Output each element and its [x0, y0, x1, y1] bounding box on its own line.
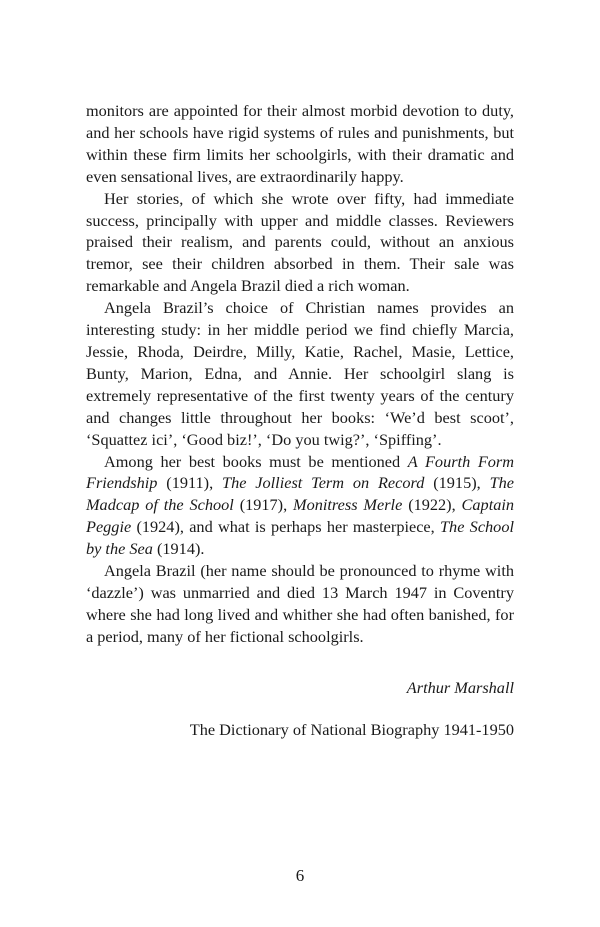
book-year: (1911), [166, 473, 214, 493]
paragraph-5: Angela Brazil (her name should be pronounced to rhyme with ‘dazzle’) was unmarried and died 13 March 1947 in Coventry where she had long lived and whither she had often banished, for a period, many of her fictional schoolgirls. [86, 561, 514, 646]
paragraph-3: Angela Brazil’s choice of Christian names provides an interesting study: in her middle period we find chiefly Marcia, Jessie, Rhoda, Deirdre, Milly, Katie, Rachel, Masie, Lettice, Bunty, Marion, Edna, and Annie. Her schoolgirl slang is extremely representative of the first twenty years of the century and changes little throughout her books: ‘We’d best scoot’, ‘Squattez ici’, ‘Good biz!’, ‘Do you twig?’, ‘Spiffing’. [86, 298, 514, 449]
paragraph-1: monitors are appointed for their almost morbid devotion to duty, and her schools have rigid systems of rules and punishments, but within these firm limits her schoolgirls, with their dramatic and even sensational lives, are extraordinarily happy. [86, 101, 514, 186]
book-title: Captain Peggie [86, 495, 515, 537]
book-title: A Fourth Form Friendship [86, 451, 514, 493]
books-intro: Among her best books must be mentioned [104, 451, 401, 471]
author-attribution: Arthur Marshall [406, 678, 514, 697]
book-year: (1917), [239, 495, 288, 515]
book-year: (1915), [433, 473, 481, 493]
paragraph-4 [86, 451, 514, 561]
book-year: (1922), [408, 495, 456, 515]
source-citation: The Dictionary of National Biography 1941-1950 [189, 720, 514, 739]
book-year: (1924), and what is perhaps her masterpiece, [136, 517, 435, 537]
book-title: The Jolliest Term on Record [222, 473, 425, 493]
book-title: The Madcap of the School [86, 473, 514, 515]
paragraph-2: Her stories, of which she wrote over fifty, had immediate success, principally with upper and middle classes. Reviewers praised their realism, and parents could, without an anxious tremor, see their children absorbed in them. Their sale was remarkable and Angela Brazil died a rich woman. [86, 188, 514, 296]
book-title: The School by the Sea [86, 517, 514, 559]
book-title: Monitress Merle [293, 495, 403, 515]
page-number: 6 [295, 866, 305, 885]
body-text [86, 100, 514, 648]
book-year: (1914). [156, 539, 205, 559]
